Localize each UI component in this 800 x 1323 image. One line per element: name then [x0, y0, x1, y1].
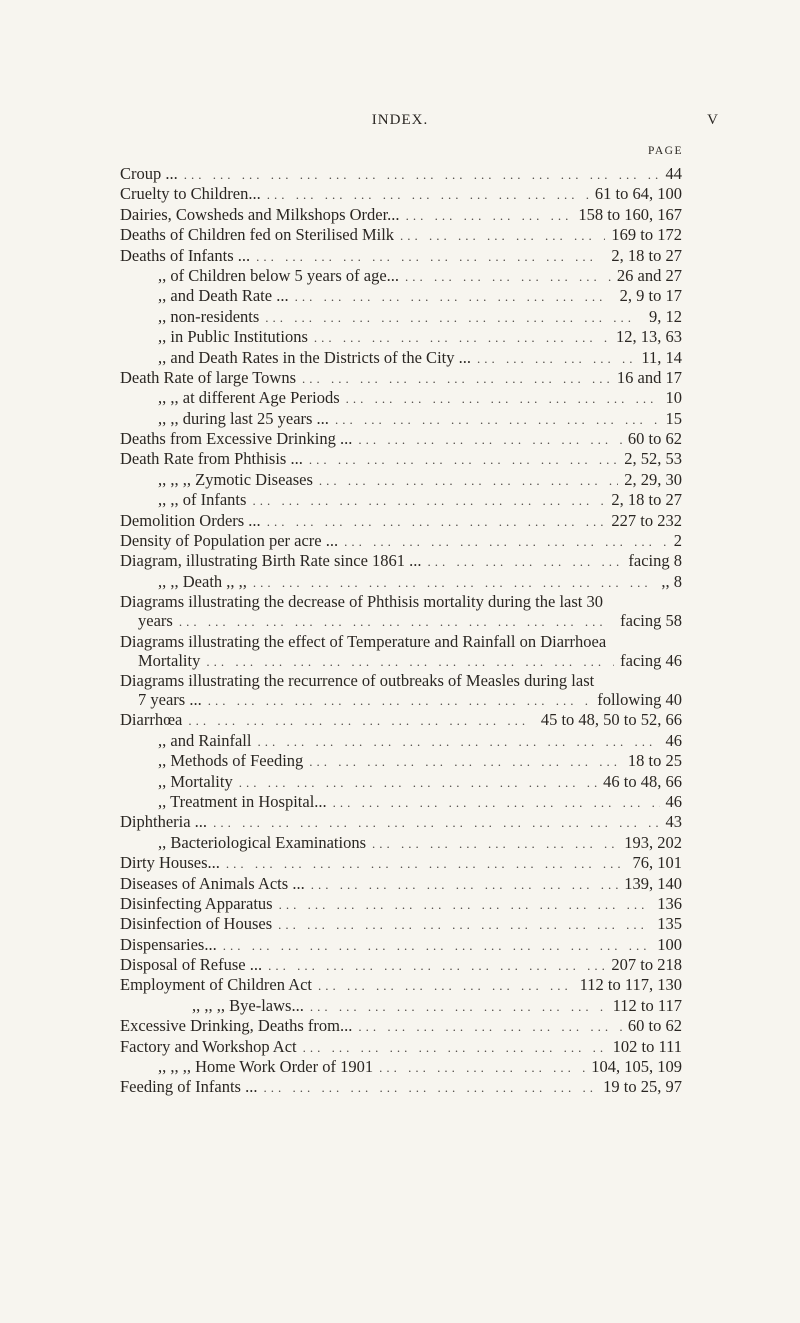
- index-entries: [120, 164, 682, 1098]
- dot-leader: [223, 938, 652, 954]
- index-entry-continuation: [120, 690, 682, 710]
- index-subentry: [120, 731, 682, 751]
- entry-text: Dirty Houses...: [120, 853, 220, 873]
- dot-leader: [333, 795, 660, 811]
- entry-text: Death Rate from Phthisis ...: [120, 449, 303, 469]
- entry-pages: 207 to 218: [611, 955, 682, 975]
- dot-leader: [256, 249, 605, 265]
- dot-leader: [213, 815, 659, 831]
- entry-pages: 158 to 160, 167: [578, 204, 682, 224]
- entry-text: ,, ,, ,, Home Work Order of 1901: [158, 1057, 374, 1077]
- index-entry: [120, 812, 682, 832]
- dot-leader: [358, 432, 622, 448]
- entry-pages: 12, 13, 63: [616, 327, 682, 347]
- index-entry: [120, 894, 682, 914]
- index-subentry: [120, 751, 682, 771]
- entry-text: Density of Population per acre ...: [120, 531, 339, 551]
- entry-text: ,, ,, of Infants: [158, 490, 247, 510]
- dot-leader: [309, 452, 618, 468]
- index-entry: [120, 449, 682, 469]
- entry-pages: 43: [665, 812, 682, 832]
- index-entry: [120, 164, 682, 184]
- index-subentry: [120, 833, 682, 853]
- dot-leader: [226, 856, 627, 872]
- entry-pages: 60 to 62: [627, 1016, 682, 1036]
- dot-leader: [477, 351, 635, 367]
- entry-text: ,, and Death Rates in the Districts of the City ...: [158, 347, 471, 367]
- dot-leader: [344, 534, 668, 550]
- dot-leader: [267, 514, 606, 530]
- entry-pages: 104, 105, 109: [591, 1057, 682, 1077]
- dot-leader: [179, 614, 614, 630]
- dot-leader: [303, 1040, 607, 1056]
- entry-text: ,, ,, at different Age Periods: [158, 388, 340, 408]
- dot-leader: [279, 897, 652, 913]
- entry-text: ,, ,, Death ,, ,,: [158, 571, 247, 591]
- dot-leader: [335, 412, 660, 428]
- dot-leader: [318, 978, 574, 994]
- entry-pages: 60 to 62: [627, 429, 682, 449]
- dot-leader: [428, 554, 623, 570]
- dot-leader: [188, 713, 535, 729]
- dot-leader: [302, 371, 611, 387]
- index-entry: [120, 1037, 682, 1057]
- entry-pages: 102 to 111: [612, 1036, 682, 1056]
- dot-leader: [311, 877, 619, 893]
- index-entry: [120, 551, 682, 571]
- entry-pages: 46 to 48, 66: [603, 771, 682, 791]
- dot-leader: [206, 654, 614, 670]
- index-entry: [120, 184, 682, 204]
- entry-pages: 2, 18 to 27: [611, 490, 682, 510]
- entry-text: Croup ...: [120, 164, 178, 183]
- entry-text: Disinfecting Apparatus: [120, 893, 273, 913]
- index-subentry: [120, 470, 682, 490]
- dot-leader: [372, 836, 618, 852]
- index-subentry: [120, 348, 682, 368]
- dot-leader: [184, 167, 660, 183]
- index-subentry: [120, 388, 682, 408]
- entry-pages: 135: [657, 914, 682, 934]
- entry-text: ,, in Public Institutions: [158, 327, 308, 347]
- entry-text: Feeding of Infants ...: [120, 1077, 258, 1097]
- entry-text: Diarrhœa: [120, 710, 183, 730]
- entry-text: ,, ,, ,, Bye-laws...: [192, 995, 304, 1015]
- dot-leader: [400, 228, 605, 244]
- dot-leader: [268, 958, 605, 974]
- entry-pages: 100: [657, 934, 682, 954]
- entry-pages: ,, 8: [661, 571, 682, 591]
- index-subentry: [120, 772, 682, 792]
- index-entry: [120, 511, 682, 531]
- index-subentry: [120, 792, 682, 812]
- entry-pages: 16 and 17: [616, 367, 682, 387]
- index-entry: [120, 531, 682, 551]
- dot-leader: [239, 775, 597, 791]
- index-subentry: [120, 1057, 682, 1077]
- entry-pages: 46: [665, 730, 682, 750]
- dot-leader: [405, 269, 611, 285]
- index-subentry: [120, 572, 682, 592]
- index-entry: [120, 975, 682, 995]
- dot-leader: [346, 391, 660, 407]
- dot-leader: [267, 187, 589, 203]
- dot-leader: [309, 754, 622, 770]
- entry-pages: 46: [665, 791, 682, 811]
- index-entry: [120, 874, 682, 894]
- entry-pages: 18 to 25: [627, 751, 682, 771]
- index-entry: [120, 955, 682, 975]
- entry-pages: facing 8: [628, 551, 682, 571]
- dot-leader: [319, 473, 618, 489]
- entry-text: ,, Mortality: [158, 771, 233, 791]
- entry-text: Cruelty to Children...: [120, 184, 261, 204]
- entry-text: years: [138, 611, 173, 631]
- entry-text: Deaths of Infants ...: [120, 245, 251, 265]
- index-entry-continuation: [120, 611, 682, 631]
- dot-leader: [314, 330, 610, 346]
- entry-pages: facing 46: [620, 650, 682, 670]
- entry-text: Dispensaries...: [120, 934, 217, 954]
- entry-pages: 112 to 117, 130: [579, 975, 682, 995]
- entry-text-line: Diagrams illustrating the recurrence of outbreaks of Measles during last: [120, 670, 595, 690]
- entry-pages: 26 and 27: [616, 265, 682, 285]
- index-entry: [120, 368, 682, 388]
- dot-leader: [208, 693, 592, 709]
- entry-pages: 193, 202: [624, 832, 682, 852]
- entry-pages: 76, 101: [632, 853, 682, 873]
- index-entry: [120, 1077, 682, 1097]
- dot-leader: [358, 1019, 622, 1035]
- entry-pages: facing 58: [620, 611, 682, 631]
- entry-pages: 139, 140: [624, 873, 682, 893]
- entry-text: ,, of Children below 5 years of age...: [158, 265, 400, 285]
- page-number: V: [707, 112, 718, 128]
- entry-pages: 45 to 48, 50 to 52, 66: [540, 710, 682, 730]
- entry-text: Diseases of Animals Acts ...: [120, 873, 305, 893]
- index-entry: [120, 205, 682, 225]
- dot-leader: [253, 575, 655, 591]
- index-entry: [120, 710, 682, 730]
- dot-leader: [406, 208, 573, 224]
- dot-leader: [252, 493, 605, 509]
- index-subentry: [120, 266, 682, 286]
- entry-text: Diagram, illustrating Birth Rate since 1861 ...: [120, 551, 422, 571]
- entry-text: ,, ,, during last 25 years ...: [158, 408, 329, 428]
- entry-text: Dairies, Cowsheds and Milkshops Order...: [120, 204, 400, 224]
- entry-pages: 2: [673, 531, 682, 551]
- entry-text: ,, non-residents: [158, 306, 260, 326]
- entry-text: Demolition Orders ...: [120, 510, 261, 530]
- entry-text-line: Diagrams illustrating the effect of Temperature and Rainfall on Diarrhoea: [120, 631, 607, 651]
- dot-leader: [265, 310, 643, 326]
- entry-text: Factory and Workshop Act: [120, 1036, 297, 1056]
- entry-pages: 2, 52, 53: [624, 449, 682, 469]
- entry-pages: 227 to 232: [611, 510, 682, 530]
- index-subentry: [120, 286, 682, 306]
- entry-text: Excessive Drinking, Deaths from...: [120, 1016, 353, 1036]
- entry-text: Death Rate of large Towns: [120, 367, 297, 387]
- entry-pages: 2, 18 to 27: [611, 245, 682, 265]
- entry-text: ,, Methods of Feeding: [158, 751, 304, 771]
- entry-pages: 44: [665, 164, 682, 183]
- entry-pages: 10: [665, 388, 682, 408]
- entry-text: 7 years ...: [138, 689, 202, 709]
- entry-text: Deaths from Excessive Drinking ...: [120, 429, 353, 449]
- dot-leader: [310, 999, 607, 1015]
- index-subentry: [120, 307, 682, 327]
- entry-pages: 15: [665, 408, 682, 428]
- entry-text: ,, ,, ,, Zymotic Diseases: [158, 469, 313, 489]
- index-subentry: [120, 327, 682, 347]
- entry-text: Employment of Children Act: [120, 975, 313, 995]
- entry-pages: following 40: [597, 689, 682, 709]
- entry-text: Deaths of Children fed on Sterilised Milk: [120, 225, 395, 245]
- index-entry: [120, 246, 682, 266]
- entry-pages: 61 to 64, 100: [594, 184, 682, 204]
- entry-text: ,, Treatment in Hospital...: [158, 791, 327, 811]
- index-entry: [120, 225, 682, 245]
- dot-leader: [263, 1080, 597, 1096]
- dot-leader: [295, 289, 614, 305]
- dot-leader: [257, 734, 659, 750]
- entry-pages: 2, 29, 30: [624, 469, 682, 489]
- page-title: INDEX.: [371, 112, 429, 128]
- entry-pages: 112 to 117: [612, 995, 682, 1015]
- entry-pages: 136: [657, 893, 682, 913]
- index-entry: [120, 935, 682, 955]
- entry-text: Disposal of Refuse ...: [120, 955, 263, 975]
- index-subentry: [120, 490, 682, 510]
- entry-pages: 19 to 25, 97: [603, 1077, 682, 1097]
- index-subentry: [120, 996, 682, 1016]
- entry-text: Mortality: [138, 650, 201, 670]
- entry-pages: 11, 14: [641, 347, 682, 367]
- entry-text: ,, and Rainfall: [158, 730, 252, 750]
- entry-text-line: Diagrams illustrating the decrease of Phthisis mortality during the last 30: [120, 592, 603, 612]
- index-entry-continuation: [120, 651, 682, 671]
- index-subentry: [120, 409, 682, 429]
- entry-text: Disinfection of Houses: [120, 914, 273, 934]
- entry-pages: 169 to 172: [611, 225, 682, 245]
- index-entry: [120, 429, 682, 449]
- entry-pages: 9, 12: [649, 306, 682, 326]
- column-heading-page: PAGE: [648, 145, 683, 157]
- entry-text: Diphtheria ...: [120, 812, 208, 832]
- index-entry: [120, 1016, 682, 1036]
- dot-leader: [278, 917, 651, 933]
- dot-leader: [379, 1060, 585, 1076]
- entry-text: ,, and Death Rate ...: [158, 286, 289, 306]
- index-entry: [120, 853, 682, 873]
- entry-pages: 2, 9 to 17: [619, 286, 682, 306]
- index-entry: [120, 914, 682, 934]
- entry-text: ,, Bacteriological Examinations: [158, 832, 367, 852]
